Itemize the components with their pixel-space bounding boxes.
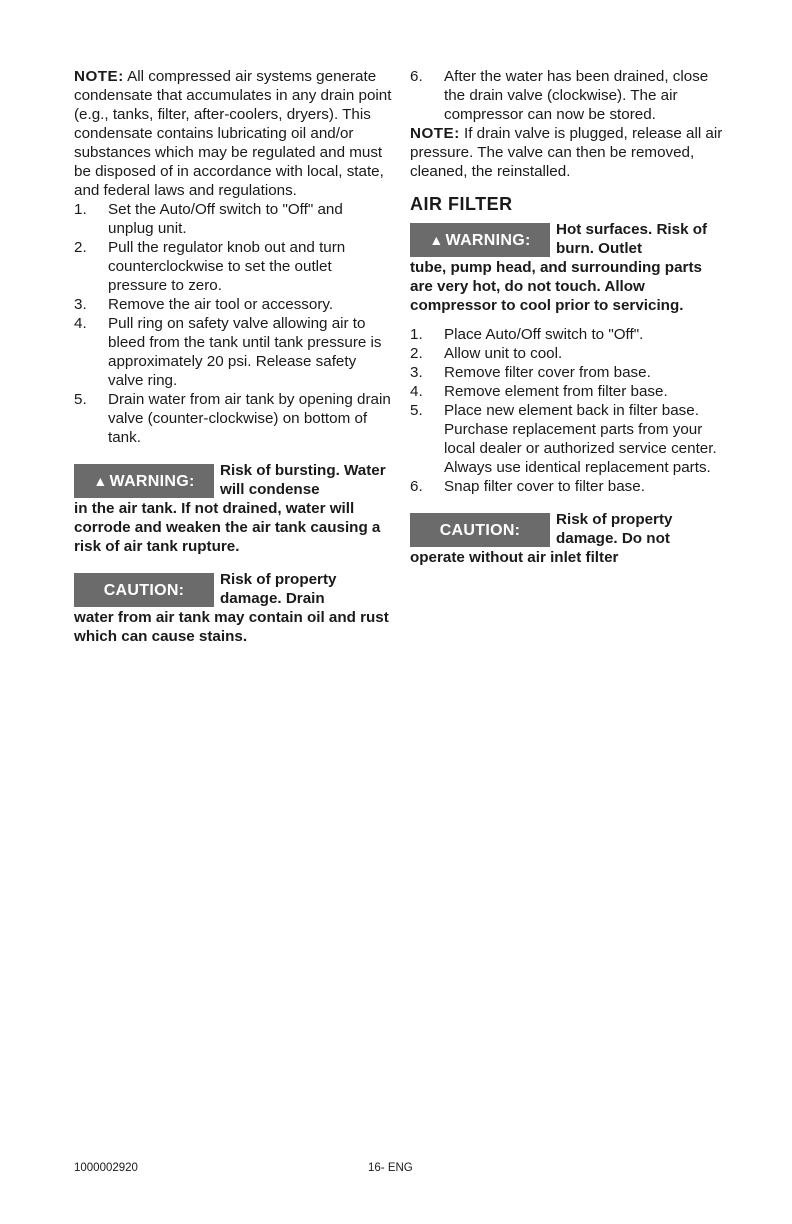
note-label: NOTE: xyxy=(410,125,460,142)
warning-rest-text: tube, pump head, and surrounding parts are very hot, do not touch. Allow compressor to cool prior to servicing. xyxy=(410,259,702,314)
step-text: Snap filter cover to filter base. xyxy=(444,478,645,495)
step-text: Drain water from air tank by opening drain valve (counter-clockwise) on bottom of tank. xyxy=(108,391,391,446)
caution-head-text: Risk of property damage. Drain xyxy=(220,571,337,607)
caution-badge xyxy=(410,513,550,547)
list-item xyxy=(410,401,726,477)
list-item xyxy=(410,344,726,363)
step-number: 3. xyxy=(410,364,423,381)
list-item xyxy=(410,67,726,124)
step-number: 4. xyxy=(410,383,423,400)
warning-hot-surfaces xyxy=(410,220,726,315)
warning-badge-label: WARNING: xyxy=(109,472,195,490)
step-text: Remove the air tool or accessory. xyxy=(108,296,334,313)
warning-rest-text: in the air tank. If not drained, water will corrode and weaken the air tank causing a risk of air tank rupture. xyxy=(74,500,381,555)
step-number: 1. xyxy=(74,201,87,218)
step-text: Pull ring on safety valve allowing air to bleed from the tank until tank pressure is approximately 20 psi. Release safety valve ring. xyxy=(108,315,382,389)
document-number: 1000002920 xyxy=(74,1162,138,1174)
step-number: 5. xyxy=(410,402,423,419)
list-item xyxy=(410,363,726,382)
drain-steps-list xyxy=(74,200,392,447)
caution-rest-text: water from air tank may contain oil and rust which can cause stains. xyxy=(74,609,389,645)
left-column xyxy=(74,67,392,646)
caution-badge-label: CAUTION: xyxy=(103,581,185,599)
warning-badge xyxy=(74,464,214,498)
step-text: Remove element from filter base. xyxy=(444,383,668,400)
step-number: 2. xyxy=(410,345,423,362)
list-item xyxy=(74,295,392,314)
step-text: After the water has been drained, close the drain valve (clockwise). The air compressor can now be stored. xyxy=(444,68,709,123)
warning-triangle-icon: ▲ xyxy=(429,231,444,248)
list-item xyxy=(74,314,392,390)
page-number: 16- ENG xyxy=(368,1162,413,1174)
step-text: Remove filter cover from base. xyxy=(444,364,651,381)
step-text: Pull the regulator knob out and turn counterclockwise to set the outlet pressure to zero. xyxy=(108,239,346,294)
caution-rest-text: operate without air inlet filter xyxy=(410,549,619,566)
list-item xyxy=(74,238,392,295)
step-number: 6. xyxy=(410,68,423,85)
caution-inlet-filter xyxy=(410,510,726,567)
step-text: Place new element back in filter base. Purchase replacement parts from your local dealer or authorized service center. Always use identical replacement parts. xyxy=(444,402,717,476)
note-label: NOTE: xyxy=(74,68,124,85)
step-text: Place Auto/Off switch to "Off". xyxy=(444,326,644,343)
warning-triangle-icon: ▲ xyxy=(93,472,108,489)
step-number: 2. xyxy=(74,239,87,256)
caution-stains xyxy=(74,570,392,646)
list-item xyxy=(74,200,392,238)
step-text: Set the Auto/Off switch to "Off" and unplug unit. xyxy=(108,201,343,237)
step-number: 5. xyxy=(74,391,87,408)
warning-bursting xyxy=(74,461,392,556)
step-number: 4. xyxy=(74,315,87,332)
step-number: 3. xyxy=(74,296,87,313)
list-item xyxy=(410,382,726,401)
right-column xyxy=(410,67,726,567)
note-text: All compressed air systems generate condensate that accumulates in any drain point (e.g., tanks, filter, after-coolers, dryers). This condensate contains lubricating oil and/or substances which may be regulated and must be disposed of in accordance with local, state, and federal laws and regulations. xyxy=(74,68,392,199)
list-item xyxy=(410,325,726,344)
caution-badge-label: CAUTION: xyxy=(439,521,521,539)
warning-head-text: Hot surfaces. Risk of burn. Outlet xyxy=(556,221,708,257)
list-item xyxy=(410,477,726,496)
list-item xyxy=(74,390,392,447)
caution-badge xyxy=(74,573,214,607)
note-paragraph xyxy=(410,124,726,181)
step-text: Allow unit to cool. xyxy=(444,345,563,362)
step-number: 1. xyxy=(410,326,423,343)
note-text: If drain valve is plugged, release all air pressure. The valve can then be removed, cleaned, the reinstalled. xyxy=(410,125,723,180)
warning-badge-label: WARNING: xyxy=(445,231,531,249)
warning-head-text: Risk of bursting. Water will condense xyxy=(220,462,386,498)
filter-steps-list xyxy=(410,325,726,496)
caution-head-text: Risk of property damage. Do not xyxy=(556,511,673,547)
drain-step-6 xyxy=(410,67,726,124)
step-number: 6. xyxy=(410,478,423,495)
warning-badge xyxy=(410,223,550,257)
note-paragraph xyxy=(74,67,392,200)
section-heading-air-filter: AIR FILTER xyxy=(410,194,513,214)
